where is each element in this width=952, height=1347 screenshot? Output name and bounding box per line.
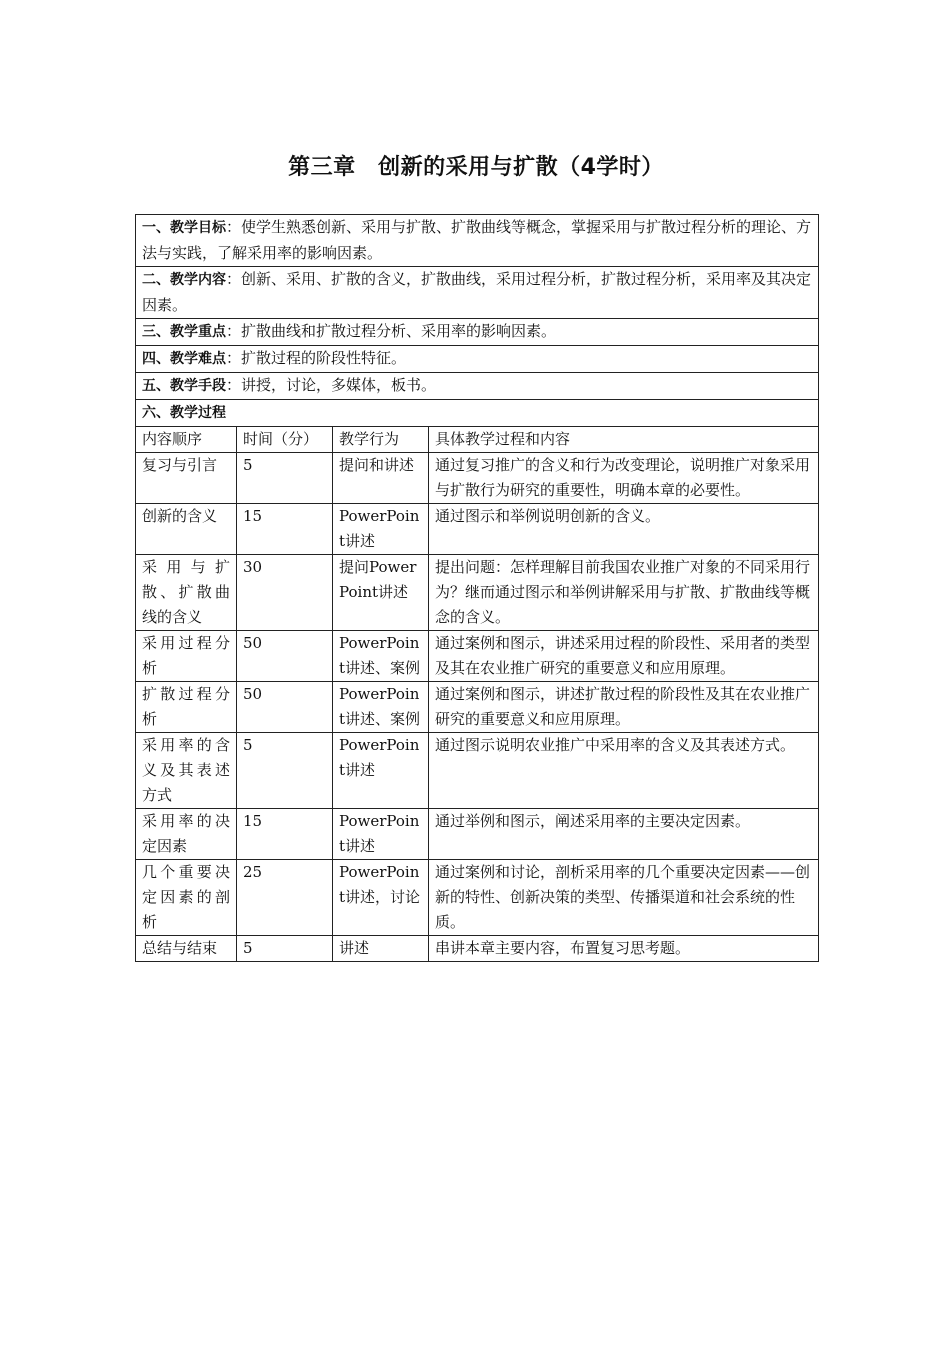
column-header: 教学行为 — [333, 427, 429, 453]
topic-cell: 采用率的含义及其表述方式 — [136, 733, 237, 809]
topic-cell: 扩散过程分析 — [136, 682, 237, 733]
topic-cell: 总结与结束 — [136, 936, 237, 962]
method-cell: 提问和讲述 — [333, 453, 429, 504]
lesson-plan-table — [135, 214, 819, 962]
time-cell: 5 — [237, 733, 333, 809]
section-row-content — [136, 267, 819, 319]
section-text: ：扩散曲线和扩散过程分析、采用率的影响因素。 — [226, 322, 557, 340]
content-cell: 提出问题：怎样理解目前我国农业推广对象的不同采用行为？继而通过图示和举例讲解采用与扩散、扩散曲线等概念的含义。 — [429, 555, 819, 631]
table-row — [136, 809, 819, 860]
method-cell: PowerPoint讲述 — [333, 733, 429, 809]
topic-cell: 采用与扩散、扩散曲线的含义 — [136, 555, 237, 631]
topic-cell: 创新的含义 — [136, 504, 237, 555]
section-text: ：使学生熟悉创新、采用与扩散、扩散曲线等概念，掌握采用与扩散过程分析的理论、方法与实践，了解采用率的影响因素。 — [142, 218, 812, 262]
section-row-difficulties — [136, 346, 819, 373]
section-label: 六、教学过程 — [142, 405, 226, 421]
content-cell: 通过复习推广的含义和行为改变理论，说明推广对象采用与扩散行为研究的重要性，明确本章的必要性。 — [429, 453, 819, 504]
time-cell: 15 — [237, 504, 333, 555]
method-cell: PowerPoint讲述 — [333, 809, 429, 860]
topic-cell: 复习与引言 — [136, 453, 237, 504]
method-cell: PowerPoint讲述 — [333, 504, 429, 555]
time-cell: 5 — [237, 936, 333, 962]
column-header: 内容顺序 — [136, 427, 237, 453]
topic-cell: 采用过程分析 — [136, 631, 237, 682]
section-label: 一、教学目标 — [142, 220, 226, 236]
table-row — [136, 453, 819, 504]
content-cell: 串讲本章主要内容，布置复习思考题。 — [429, 936, 819, 962]
table-row — [136, 860, 819, 936]
table-row — [136, 504, 819, 555]
section-label: 三、教学重点 — [142, 324, 226, 340]
topic-cell: 几个重要决定因素的剖析 — [136, 860, 237, 936]
table-row — [136, 733, 819, 809]
content-cell: 通过图示说明农业推广中采用率的含义及其表述方式。 — [429, 733, 819, 809]
page-title: 第三章 创新的采用与扩散（4学时） — [288, 155, 664, 180]
content-cell: 通过案例和讨论，剖析采用率的几个重要决定因素——创新的特性、创新决策的类型、传播渠道和社会系统的性质。 — [429, 860, 819, 936]
content-cell: 通过举例和图示，阐述采用率的主要决定因素。 — [429, 809, 819, 860]
method-cell: PowerPoint讲述、案例 — [333, 682, 429, 733]
method-cell: 提问PowerPoint讲述 — [333, 555, 429, 631]
time-cell: 25 — [237, 860, 333, 936]
section-row-key-points — [136, 319, 819, 346]
section-row-methods — [136, 373, 819, 400]
table-header-row — [136, 427, 819, 453]
method-cell: 讲述 — [333, 936, 429, 962]
section-row-process — [136, 400, 819, 427]
content-cell: 通过案例和图示，讲述扩散过程的阶段性及其在农业推广研究的重要意义和应用原理。 — [429, 682, 819, 733]
method-cell: PowerPoint讲述，讨论 — [333, 860, 429, 936]
table-row — [136, 936, 819, 962]
section-label: 五、教学手段 — [142, 378, 226, 394]
section-text: ：扩散过程的阶段性特征。 — [226, 349, 407, 367]
table-row — [136, 631, 819, 682]
table-row — [136, 682, 819, 733]
table-row — [136, 555, 819, 631]
section-row-objectives — [136, 215, 819, 267]
time-cell: 30 — [237, 555, 333, 631]
topic-cell: 采用率的决定因素 — [136, 809, 237, 860]
method-cell: PowerPoint讲述、案例 — [333, 631, 429, 682]
section-text: ：创新、采用、扩散的含义，扩散曲线，采用过程分析，扩散过程分析，采用率及其决定因素。 — [142, 270, 812, 314]
time-cell: 50 — [237, 631, 333, 682]
column-header: 具体教学过程和内容 — [429, 427, 819, 453]
content-cell: 通过图示和举例说明创新的含义。 — [429, 504, 819, 555]
section-label: 四、教学难点 — [142, 351, 226, 367]
section-label: 二、教学内容 — [142, 272, 226, 288]
content-cell: 通过案例和图示，讲述采用过程的阶段性、采用者的类型及其在农业推广研究的重要意义和应用原理。 — [429, 631, 819, 682]
column-header: 时间（分） — [237, 427, 333, 453]
time-cell: 15 — [237, 809, 333, 860]
time-cell: 50 — [237, 682, 333, 733]
time-cell: 5 — [237, 453, 333, 504]
section-text: ：讲授，讨论，多媒体，板书。 — [226, 376, 437, 394]
